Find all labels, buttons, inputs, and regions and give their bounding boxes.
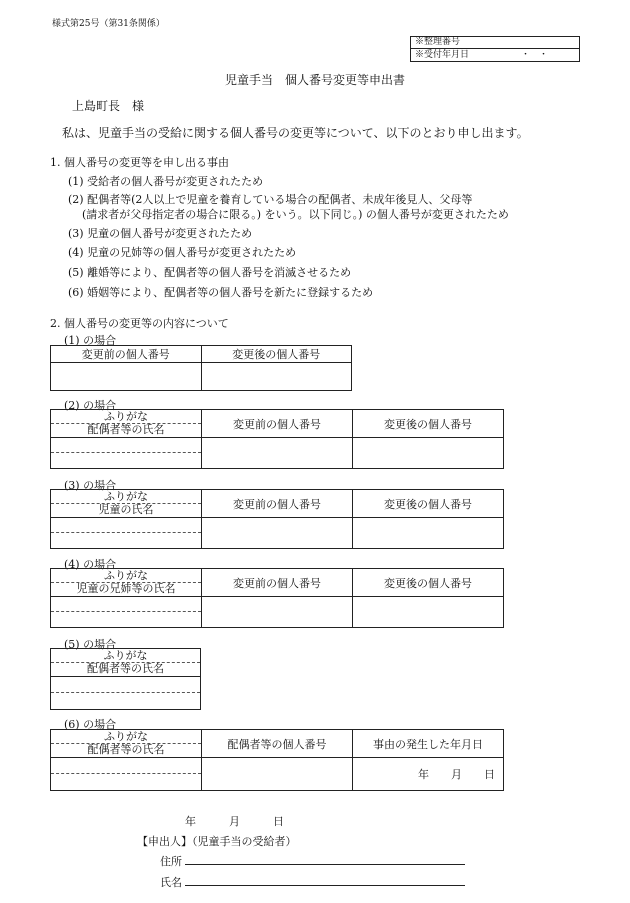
- case6-name-input[interactable]: [51, 758, 202, 791]
- case1-col-before: 変更前の個人番号: [51, 346, 202, 363]
- case1-after-number-input[interactable]: [201, 363, 352, 391]
- reason-item-1: (1) 受給者の個人番号が変更されたため: [68, 175, 264, 188]
- case4-name-input[interactable]: [51, 597, 202, 628]
- case4-furigana-label: ふりがな: [104, 569, 148, 582]
- reason-item-2: (2) 配偶者等(2人以上で児童を養育している場合の配偶者、未成年後見人、父母等: [68, 193, 473, 206]
- address-input[interactable]: [185, 850, 465, 865]
- addressee: 上島町長 様: [72, 99, 145, 113]
- case6-col-date: 事由の発生した年月日: [353, 730, 504, 758]
- case5-name-label: 配偶者等の氏名: [51, 662, 200, 675]
- case3-name-label: 児童の氏名: [51, 503, 201, 516]
- reason-item-4: (4) 児童の兄姉等の個人番号が変更されたため: [68, 246, 297, 259]
- reason-item-6: (6) 婚姻等により、配偶者等の個人番号を新たに登録するため: [68, 286, 374, 299]
- case5-name-header: [51, 649, 201, 677]
- case2-table: [50, 409, 504, 469]
- case2-label: (2) の場合: [64, 399, 117, 412]
- reference-number-field[interactable]: [411, 37, 579, 49]
- case2-col-before: 変更前の個人番号: [202, 410, 353, 438]
- case2-col-after: 変更後の個人番号: [353, 410, 504, 438]
- case3-label: (3) の場合: [64, 479, 117, 492]
- office-use-box: [410, 36, 580, 62]
- case6-date-input[interactable]: 年 月 日: [353, 758, 504, 791]
- case4-after-number-input[interactable]: [353, 597, 504, 628]
- received-date-label: ※受付年月日: [415, 50, 470, 60]
- intro-text: 私は、児童手当の受給に関する個人番号の変更等について、以下のとおり申し出ます。: [62, 126, 529, 140]
- reason-item-5: (5) 離婚等により、配偶者等の個人番号を消滅させるため: [68, 266, 352, 279]
- case4-name-header: [51, 569, 202, 597]
- case4-before-number-input[interactable]: [202, 597, 353, 628]
- case1-table: [50, 345, 352, 391]
- name-label: 氏名: [160, 876, 182, 889]
- case4-label: (4) の場合: [64, 558, 117, 571]
- case4-col-before: 変更前の個人番号: [202, 569, 353, 597]
- case1-col-after: 変更後の個人番号: [201, 346, 352, 363]
- case6-table: [50, 729, 504, 791]
- case4-table: [50, 568, 504, 628]
- address-label: 住所: [160, 855, 182, 868]
- case3-col-before: 変更前の個人番号: [202, 490, 353, 518]
- case5-name-input[interactable]: [51, 677, 201, 710]
- case6-number-input[interactable]: [202, 758, 353, 791]
- reference-number-label: ※整理番号: [415, 37, 461, 47]
- case5-furigana-label: ふりがな: [103, 649, 148, 662]
- case2-name-header: [51, 410, 202, 438]
- case6-label: (6) の場合: [64, 718, 117, 731]
- name-input[interactable]: [185, 871, 465, 886]
- case6-col-number: 配偶者等の個人番号: [202, 730, 353, 758]
- received-date-dots: ・ ・: [521, 50, 549, 60]
- applicant-heading: 【申出人】（児童手当の受給者）: [137, 835, 297, 848]
- case6-name-label: 配偶者等の氏名: [51, 743, 201, 756]
- case3-name-header: [51, 490, 202, 518]
- case2-furigana-label: ふりがな: [104, 410, 148, 423]
- form-number: 様式第25号（第31条関係）: [52, 19, 165, 29]
- received-date-field[interactable]: [411, 49, 579, 61]
- case4-name-label: 児童の兄姉等の氏名: [51, 582, 201, 595]
- reason-item-3: (3) 児童の個人番号が変更されたため: [68, 227, 253, 240]
- case5-label: (5) の場合: [64, 638, 117, 651]
- submission-date[interactable]: 年 月 日: [185, 815, 284, 828]
- case1-label: (1) の場合: [64, 334, 117, 347]
- case6-furigana-label: ふりがな: [104, 730, 148, 743]
- case3-after-number-input[interactable]: [353, 518, 504, 549]
- section2-heading: 2. 個人番号の変更等の内容について: [50, 317, 229, 330]
- case3-col-after: 変更後の個人番号: [353, 490, 504, 518]
- form-title: 児童手当 個人番号変更等申出書: [225, 73, 406, 87]
- case3-furigana-label: ふりがな: [104, 490, 148, 503]
- case2-before-number-input[interactable]: [202, 438, 353, 469]
- case2-name-input[interactable]: [51, 438, 202, 469]
- case5-table: [50, 648, 201, 710]
- case2-name-label: 配偶者等の氏名: [51, 423, 201, 436]
- reason-item-2-cont: (請求者が父母指定者の場合に限る。) をいう。以下同じ。) の個人番号が変更されたため: [82, 208, 509, 221]
- case6-name-header: [51, 730, 202, 758]
- case2-after-number-input[interactable]: [353, 438, 504, 469]
- case3-table: [50, 489, 504, 549]
- section1-heading: 1. 個人番号の変更等を申し出る事由: [50, 156, 229, 169]
- case3-before-number-input[interactable]: [202, 518, 353, 549]
- case1-before-number-input[interactable]: [51, 363, 202, 391]
- case3-name-input[interactable]: [51, 518, 202, 549]
- case4-col-after: 変更後の個人番号: [353, 569, 504, 597]
